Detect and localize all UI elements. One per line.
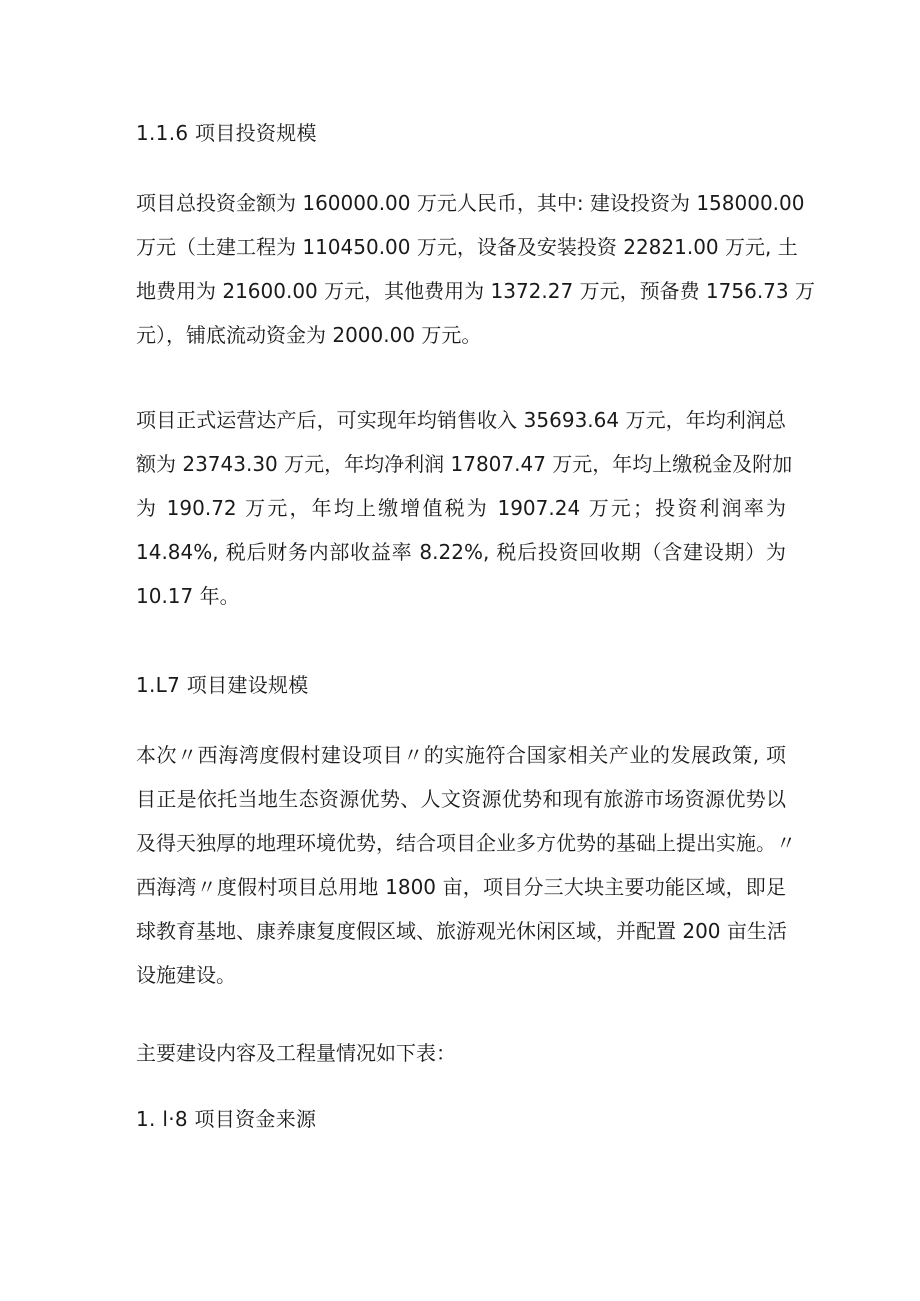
paragraph-line: 14.84%, 税后财务内部收益率 8.22%, 税后投资回收期（含建设期）为: [136, 540, 786, 564]
paragraph-line: 项目正式运营达产后，可实现年均销售收入 35693.64 万元，年均利润总: [136, 408, 786, 432]
operation-paragraph: [136, 398, 793, 618]
paragraph-line: 及得天独厚的地理环境优势，结合项目企业多方优势的基础上提出实施。〃: [136, 831, 796, 855]
section-heading-1-1-7: 1.L7 项目建设规模: [136, 673, 309, 697]
paragraph-line: 地费用为 21600.00 万元，其他费用为 1372.27 万元，预备费 1756.73 万: [136, 279, 815, 303]
paragraph-line: 元），铺底流动资金为 2000.00 万元。: [136, 323, 482, 347]
paragraph-line: 额为 23743.30 万元，年均净利润 17807.47 万元，年均上缴税金及附加: [136, 452, 793, 476]
investment-paragraph: [136, 181, 815, 357]
section-heading-1-1-6: 1.1.6 项目投资规模: [136, 121, 317, 145]
paragraph-line: 本次〃西海湾度假村建设项目〃的实施符合国家相关产业的发展政策, 项: [136, 743, 786, 767]
paragraph-line: 设施建设。: [136, 963, 236, 987]
paragraph-line: 球教育基地、康养康复度假区域、旅游观光休闲区域，并配置 200 亩生活: [136, 919, 787, 943]
paragraph-line: 为 190.72 万元，年均上缴增值税为 1907.24 万元；投资利润率为: [136, 496, 786, 520]
construction-scale-paragraph: [136, 733, 796, 997]
paragraph-line: 万元（土建工程为 110450.00 万元，设备及安装投资 22821.00 万元, 土: [136, 235, 798, 259]
paragraph-line: 10.17 年。: [136, 584, 240, 608]
paragraph-line: 西海湾〃度假村项目总用地 1800 亩，项目分三大块主要功能区域，即足: [136, 875, 786, 899]
section-heading-1-1-8: 1. l·8 项目资金来源: [136, 1107, 317, 1131]
paragraph-line: 项目总投资金额为 160000.00 万元人民币，其中: 建设投资为 158000.00: [136, 191, 805, 215]
paragraph-line: 目正是依托当地生态资源优势、人文资源优势和现有旅游市场资源优势以: [136, 787, 786, 811]
table-intro-text: 主要建设内容及工程量情况如下表：: [136, 1041, 456, 1065]
